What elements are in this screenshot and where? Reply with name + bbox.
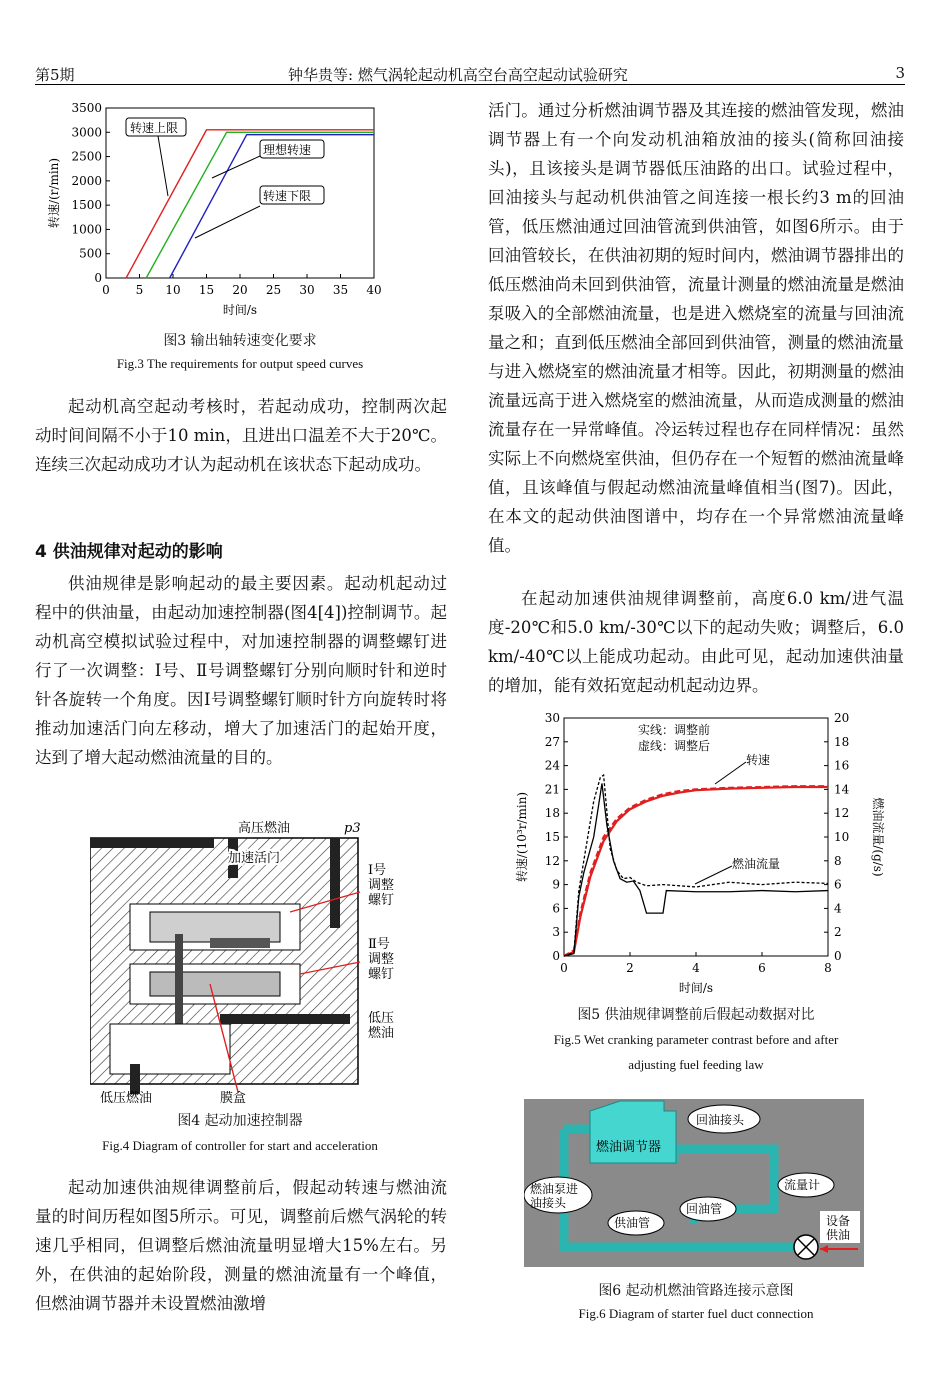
fig5-series-line [564,783,828,956]
fig5-ytick-right-label: 0 [834,949,842,963]
fig3-ytick-label: 1000 [71,222,102,237]
left-para-1: 起动机高空起动考核时，若起动成功，控制两次起动时间间隔不小于10 min，且进出口温差不大于20℃。连续三次起动成功才认为起动机在该状态下起动成功。 [35,397,447,474]
fig4-lower-spool [150,972,280,996]
fig3-ytick-label: 2000 [71,173,102,188]
fig5-ytick-left-label: 12 [544,853,560,868]
fig5-ytick-left-label: 27 [544,734,560,749]
figure-6 [524,1099,864,1267]
fig6-label-flowmeter: 流量计 [784,1178,821,1192]
multiline-text: 调整 [368,878,395,893]
fig3-xtick-label: 5 [135,283,144,297]
fig5-ylabel-left: 转速/(10³r/min) [515,791,529,883]
fig3-ytick-label: 2500 [71,149,102,164]
multiline-text: Ⅱ号 [368,937,390,952]
fig5-ytick-left-label: 9 [552,877,560,892]
fig4-membrane-chamber [110,1024,230,1074]
fig4-p3-duct [330,838,340,928]
fig5-xtick-label: 8 [824,961,832,975]
multiline-text: 低压 [368,1011,395,1026]
fig3-label-upper: 转速上限 [130,121,179,135]
fig4-top-duct [90,838,214,848]
fig5-ytick-right-label: 2 [834,925,842,940]
fig3-ylabel: 转速/(r/min) [47,157,61,229]
fig3-xtick-label: 15 [198,283,215,297]
fig5-xtick-label: 6 [758,961,766,975]
fig3-ytick-label: 500 [79,246,102,261]
fig4-label-high-fuel: 高压燃油 [238,821,291,836]
fig4-label-p3: p3 [344,821,361,836]
multiline-text: 螺钉 [368,967,395,982]
fig4-valve-spool [150,912,280,942]
fig6-caption-cn: 图6 起动机燃油管路连接示意图 [598,1283,794,1299]
fig4-diagram [90,814,410,1114]
left-para-3: 起动加速供油规律调整前后，假起动转速与燃油流量的时间历程如图5所示。可见，调整前后燃气涡轮的转速几乎相同，但调整后燃油流量明显增大15%左右。另外，在供油的起始阶段，测量的燃油流量有一个峰值，但燃油调节器并未设置燃油激增 [35,1178,447,1313]
multiline-text: Ⅰ号 [368,863,387,878]
fig5-label-flow: 燃油流量 [732,857,781,871]
fig4-bottom-duct [130,1064,140,1094]
issue-number: 第5期 [35,66,75,84]
fig4-spring [210,938,270,948]
fig3-chart [40,96,440,336]
fig6-diagram [524,1099,864,1267]
figure-5 [510,706,890,1001]
fig5-series-line [564,787,828,956]
fig4-caption-en: Fig.4 Diagram of controller for start and acceleration [102,1138,378,1153]
multiline-text: 设备 [826,1214,851,1228]
fig6-label-return-pipe: 回油管 [686,1202,723,1216]
fig5-leader-speed [715,762,746,784]
fig5-ytick-right-label: 8 [834,853,842,868]
page-number: 3 [895,64,905,82]
figure-3 [40,96,440,336]
fig5-label-speed: 转速 [746,753,771,767]
fig5-ytick-right-label: 20 [834,711,850,725]
fig5-ytick-left-label: 18 [544,806,560,821]
fig3-leader-ideal [212,156,260,178]
fig3-leader-upper [158,136,168,196]
left-para-2: 供油规律是影响起动的最主要因素。起动机起动过程中的供油量，由起动加速控制器(图4[4])控制调节。起动机高空模拟试验过程中，对加速控制器的调整螺钉进行了一次调整：Ⅰ号、Ⅱ号调整螺钉分别向顺时针和逆时针各旋转一个角度。因Ⅰ号调整螺钉顺时针方向旋转时将推动加速活门向左移动，增大了加速活门的起始开度，达到了增大起动燃油流量的目的。 [35,574,447,767]
multiline-text: 燃油泵进 [530,1182,579,1196]
fig3-label-ideal: 理想转速 [263,143,312,157]
fig4-label-screw1 [368,863,394,908]
fig6-label-return-joint: 回油接头 [696,1113,745,1127]
fig5-xtick-label: 2 [626,961,634,975]
multiline-text: 调整 [368,952,395,967]
figure-4 [90,814,410,1114]
fig5-ytick-right-label: 18 [834,734,850,749]
fig5-ytick-right-label: 10 [834,830,850,844]
multiline-text: 供油 [826,1228,851,1242]
fig5-xtick-label: 4 [692,961,700,975]
fig5-ytick-left-label: 0 [552,949,560,963]
fig5-ytick-left-label: 15 [544,830,560,844]
fig4-caption-cn: 图4 起动加速控制器 [177,1113,303,1129]
fig4-label-membrane: 膜盒 [220,1091,247,1106]
fig3-xtick-label: 25 [265,283,282,297]
multiline-text: 燃油 [368,1026,395,1041]
fig3-leader-lower [195,206,260,238]
fig3-xtick-label: 35 [332,283,349,297]
fig6-caption-en: Fig.6 Diagram of starter fuel duct connection [578,1306,814,1321]
fig5-xtick-label: 0 [560,961,568,975]
fig3-xlabel: 时间/s [222,303,258,317]
fig3-xtick-label: 20 [232,283,248,297]
fig3-xtick-label: 10 [165,283,181,297]
multiline-text: 油接头 [530,1196,567,1210]
fig3-series-line [126,130,374,278]
fig6-label-equipment [826,1214,850,1242]
fig5-ytick-right-label: 4 [834,901,842,916]
fig5-xlabel: 时间/s [678,981,714,995]
fig6-arrow-head [820,1245,828,1253]
fig4-label-low-fuel-bottom: 低压燃油 [100,1091,153,1106]
fig4-low-duct [220,1014,350,1024]
fig3-label-lower: 转速下限 [263,189,312,203]
fig5-ylabel-right: 燃油流量/(g/s) [871,797,885,877]
right-para-1: 活门。通过分析燃油调节器及其连接的燃油管发现，燃油调节器上有一个向发动机油箱放油的接头(简称回油接头)，且该接头是调节器低压油路的出口。试验过程中，回油接头与起动机供油管之间连接一根长约3 m的回油管，低压燃油通过回油管流到供油管，如图6所示。由于回油管较长，在供油初期的短时间内，燃油调节器排出的低压燃油尚未回到供油管，流量计测量的燃油流量是燃油泵吸入的全部燃油流量，也是进入燃烧室的流量与回油流量之和；直到低压燃油全部回到供油管，测量的燃油流量与进入燃烧室的燃油流量才相等。因此，初期测量的燃油流量远高于进入燃烧室的燃油流量，从而造成测量的燃油流量存在一异常峰值。冷运转过程也存在同样情况：虽然实际上不向燃烧室供油，但仍存在一个短暂的燃油流量峰值，且该峰值与假起动燃油流量峰值相当(图7)。因此，在本文的起动供油图谱中，均存在一个异常燃油流量峰值。 [488,101,904,555]
fig3-xtick-label: 40 [366,283,382,297]
section-heading-4: 4 供油规律对起动的影响 [35,542,223,562]
fig5-ytick-right-label: 12 [834,806,850,821]
fig5-ytick-right-label: 6 [834,877,842,892]
fig5-ytick-right-label: 16 [834,758,850,773]
fig3-ytick-label: 3500 [71,101,102,115]
fig4-label-valve: 加速活门 [228,851,281,866]
right-para-2: 在起动加速供油规律调整前，高度6.0 km/进气温度-20℃和5.0 km/-30℃以下的起动失败；调整后，6.0 km/-40℃以上能成功起动。由此可见，起动加速供油量的增加，能有效拓宽起动机起动边界。 [488,589,904,695]
fig5-ytick-left-label: 21 [544,782,560,797]
fig3-caption-cn: 图3 输出轴转速变化要求 [163,333,317,349]
page-header [35,62,905,85]
fig4-label-low-fuel-right [368,1011,394,1041]
fig5-ytick-left-label: 30 [544,711,560,725]
fig5-caption-cn: 图5 供油规律调整前后假起动数据对比 [577,1007,815,1023]
fig3-ytick-label: 1500 [71,198,102,213]
fig5-legend-solid: 实线：调整前 [638,723,711,737]
fig3-caption-en: Fig.3 The requirements for output speed curves [116,356,364,371]
fig5-ytick-left-label: 24 [544,758,560,773]
fig5-leader-flow [695,866,732,884]
fig6-label-regulator: 燃油调节器 [596,1140,662,1155]
fig4-label-screw2 [368,937,394,982]
running-title: 钟华贵等: 燃气涡轮起动机高空台高空起动试验研究 [288,66,628,84]
fig5-caption-en-1: Fig.5 Wet cranking parameter contrast before and after [553,1032,839,1047]
fig5-ytick-left-label: 6 [552,901,560,916]
fig3-xtick-label: 0 [102,283,110,297]
fig5-chart [510,706,890,1001]
fig5-legend-dashed: 虚线：调整后 [638,739,711,753]
fig6-label-supply-pipe: 供油管 [614,1216,651,1230]
fig3-ytick-label: 0 [94,271,102,285]
fig5-caption-en-2: adjusting fuel feeding law [628,1057,764,1072]
fig5-series-line [564,786,828,956]
fig5-ytick-left-label: 3 [552,925,560,940]
multiline-text: 螺钉 [368,893,395,908]
fig3-ytick-label: 3000 [71,125,102,140]
fig5-ytick-right-label: 14 [834,782,850,797]
fig3-xtick-label: 30 [299,283,315,297]
